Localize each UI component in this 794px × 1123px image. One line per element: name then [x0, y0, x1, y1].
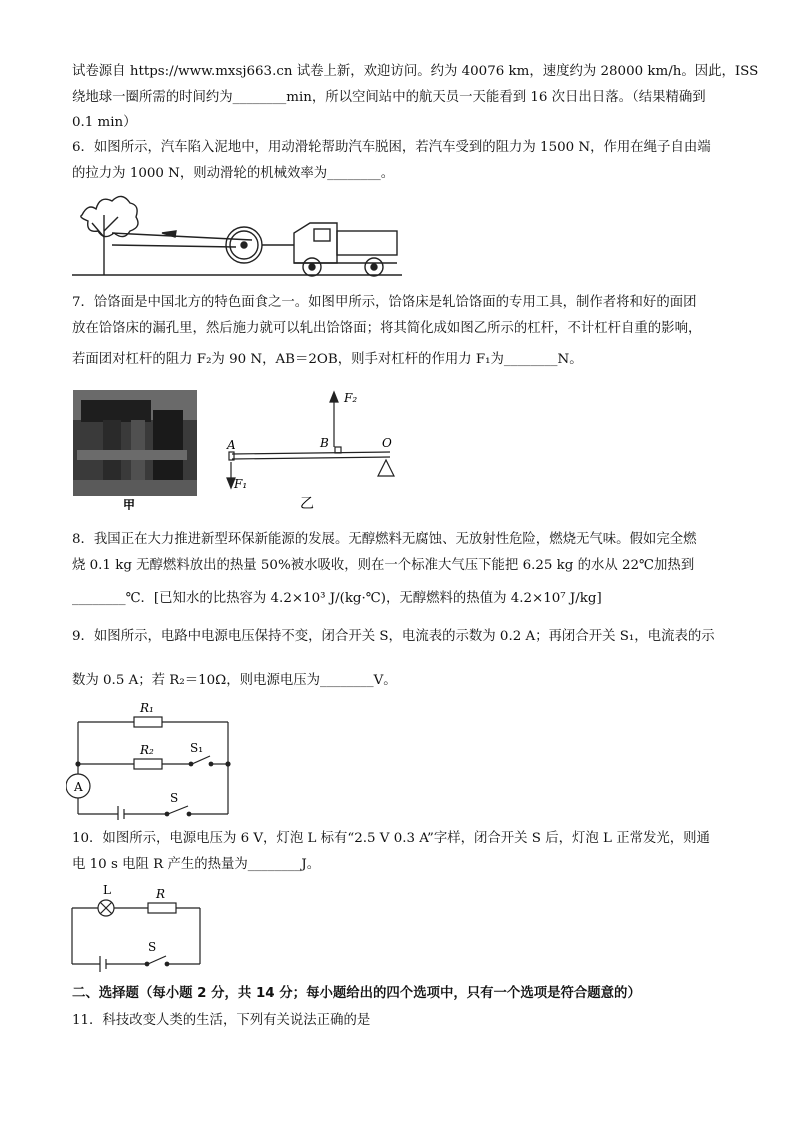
label-s: S [170, 791, 179, 805]
label-r: R [156, 887, 166, 901]
label-yi: 乙 [300, 496, 314, 512]
label-l: L [103, 883, 111, 897]
label-b: B [320, 436, 329, 450]
label-f2: F₂ [344, 391, 358, 405]
noodle-press-photo [73, 390, 197, 510]
label-ammeter: A [74, 780, 83, 794]
label-f1: F₁ [234, 477, 248, 491]
q6-line-2: 的拉力为 1000 N，则动滑轮的机械效率为________。 [72, 166, 395, 181]
q8-line-3: ________℃．[已知水的比热容为 4.2×10³ J/(kg·℃)，无醇燃料的热值为 4.2×10⁷ J/kg] [72, 591, 602, 606]
label-s: S [148, 940, 157, 954]
label-r2: R₂ [140, 743, 154, 757]
q11-line-1: 11．科技改变人类的生活，下列有关说法正确的是 [72, 1013, 371, 1028]
q6-line-1: 6．如图所示，汽车陷入泥地中，用动滑轮帮助汽车脱困，若汽车受到的阻力为 1500 N，作用在绳子自由端 [72, 140, 711, 155]
line-3: 0.1 min） [72, 115, 137, 130]
pulley-truck-figure [72, 185, 402, 285]
q7-line-3: 若面团对杠杆的阻力 F₂为 90 N，AB＝2OB，则手对杠杆的作用力 F₁为________N。 [72, 352, 583, 367]
label-o: O [382, 436, 392, 450]
label-a: A [227, 438, 236, 452]
label-jia: 甲 [123, 498, 136, 510]
q8-line-1: 8．我国正在大力推进新型环保新能源的发展。无醇燃料无腐蚀、无放射性危险，燃烧无气味。假如完全燃 [72, 532, 697, 547]
label-r1: R₁ [140, 701, 154, 715]
q8-line-2: 烧 0.1 kg 无醇燃料放出的热量 50%被水吸收，则在一个标准大气压下能把 6.25 kg 的水从 22℃加热到 [72, 558, 695, 573]
lever-diagram [224, 384, 404, 514]
q7-line-1: 7．饸饹面是中国北方的特色面食之一。如图甲所示，饸饹床是轧饸饹面的专用工具，制作者将和好的面团 [72, 295, 697, 310]
line-1: 试卷源自 https://www.mxsj663.cn 试卷上新，欢迎访问。约为 40076 km，速度约为 28000 km/h。因此，ISS [72, 64, 759, 79]
circuit-q10 [66, 878, 206, 976]
q9-line-2: 数为 0.5 A；若 R₂＝10Ω，则电源电压为________V。 [72, 673, 397, 688]
q7-line-2: 放在饸饹床的漏孔里，然后施力就可以轧出饸饹面；将其简化成如图乙所示的杠杆，不计杠杆自重的影响， [72, 321, 702, 336]
q10-line-2: 电 10 s 电阻 R 产生的热量为________J。 [72, 857, 321, 872]
circuit-q9 [66, 696, 242, 820]
section-2-heading: 二、选择题（每小题 2 分，共 14 分；每小题给出的四个选项中，只有一个选项是符合题意的） [72, 986, 641, 1001]
q9-line-1: 9．如图所示，电路中电源电压保持不变，闭合开关 S，电流表的示数为 0.2 A；再闭合开关 S₁，电流表的示 [72, 629, 715, 644]
q10-line-1: 10．如图所示，电源电压为 6 V，灯泡 L 标有“2.5 V 0.3 A”字样，闭合开关 S 后，灯泡 L 正常发光，则通 [72, 831, 710, 846]
line-2: 绕地球一圈所需的时间约为________min，所以空间站中的航天员一天能看到 16 次日出日落。（结果精确到 [72, 90, 706, 105]
label-s1: S₁ [190, 741, 204, 755]
